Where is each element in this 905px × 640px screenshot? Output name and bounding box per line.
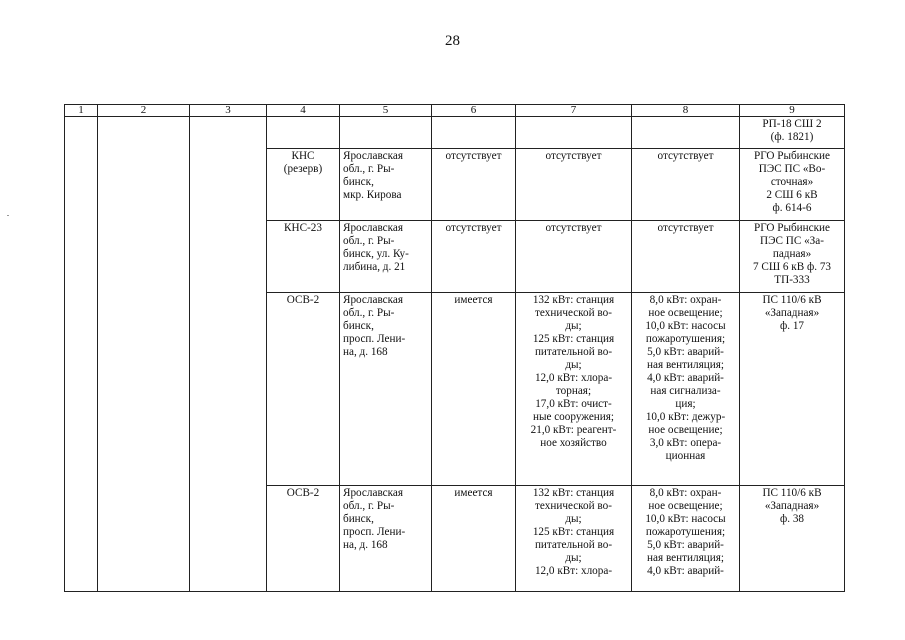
page-number: 28 [445, 33, 460, 49]
table-cell-emergency-load: отсутствует [632, 149, 740, 221]
table-cell [632, 117, 740, 149]
column-number-header-row [65, 105, 845, 117]
column-number: 2 [98, 105, 190, 117]
merged-cell-col2 [98, 117, 190, 592]
power-supply-table [64, 104, 845, 592]
table-cell-feeder: РП-18 СШ 2 (ф. 1821) [740, 117, 845, 149]
table-cell-reserve-source: отсутствует [432, 149, 516, 221]
table-cell-load-category: 132 кВт: станция технической во- ды; 125 кВт: станция питательной во- ды; 12,0 кВт: хлора- торная; 17,0 кВт: очист- ные сооружения; 21,0 кВт: реагент- ное хозяйство [516, 293, 632, 486]
table-cell-feeder: РГО Рыбинские ПЭС ПС «За- падная» 7 СШ 6 кВ ф. 73 ТП-333 [740, 221, 845, 293]
table-cell-reserve-source: отсутствует [432, 221, 516, 293]
column-number: 6 [432, 105, 516, 117]
table-cell-feeder: ПС 110/6 кВ «Западная» ф. 38 [740, 486, 845, 592]
column-number: 7 [516, 105, 632, 117]
table-cell-address: Ярославская обл., г. Ры- бинск, мкр. Кирова [340, 149, 432, 221]
column-number: 8 [632, 105, 740, 117]
table-cell-load-category: 132 кВт: станция технической во- ды; 125 кВт: станция питательной во- ды; 12,0 кВт: хлора- [516, 486, 632, 592]
column-number: 5 [340, 105, 432, 117]
table-cell [340, 117, 432, 149]
table-cell-reserve-source: имеется [432, 486, 516, 592]
table-row [65, 117, 845, 149]
merged-cell-col1 [65, 117, 98, 592]
scan-speck [7, 215, 9, 216]
column-number: 4 [267, 105, 340, 117]
table-cell [267, 117, 340, 149]
table-cell-reserve-source: имеется [432, 293, 516, 486]
table-cell-address: Ярославская обл., г. Ры- бинск, ул. Ку- либина, д. 21 [340, 221, 432, 293]
table-cell-feeder: ПС 110/6 кВ «Западная» ф. 17 [740, 293, 845, 486]
column-number: 1 [65, 105, 98, 117]
table-cell-object: ОСВ-2 [267, 293, 340, 486]
column-number: 3 [190, 105, 267, 117]
column-number: 9 [740, 105, 845, 117]
table-cell [516, 117, 632, 149]
table-cell-emergency-load: 8,0 кВт: охран- ное освещение; 10,0 кВт: насосы пожаротушения; 5,0 кВт: аварий- ная вентиляция; 4,0 кВт: аварий- [632, 486, 740, 592]
table-cell [432, 117, 516, 149]
table-cell-feeder: РГО Рыбинские ПЭС ПС «Во- сточная» 2 СШ 6 кВ ф. 614-6 [740, 149, 845, 221]
merged-cell-col3 [190, 117, 267, 592]
table-cell-load-category: отсутствует [516, 221, 632, 293]
table-cell-emergency-load: отсутствует [632, 221, 740, 293]
table-cell-object: КНС-23 [267, 221, 340, 293]
table-cell-object: КНС (резерв) [267, 149, 340, 221]
table-cell-address: Ярославская обл., г. Ры- бинск, просп. Лени- на, д. 168 [340, 293, 432, 486]
table-cell-object: ОСВ-2 [267, 486, 340, 592]
table-cell-address: Ярославская обл., г. Ры- бинск, просп. Лени- на, д. 168 [340, 486, 432, 592]
table-cell-load-category: отсутствует [516, 149, 632, 221]
table-cell-emergency-load: 8,0 кВт: охран- ное освещение; 10,0 кВт: насосы пожаротушения; 5,0 кВт: аварий- ная вентиляция; 4,0 кВт: аварий- ная сигнализа- ция; 10,0 кВт: дежур- ное освещение; 3,0 кВт: опера- ционная [632, 293, 740, 486]
